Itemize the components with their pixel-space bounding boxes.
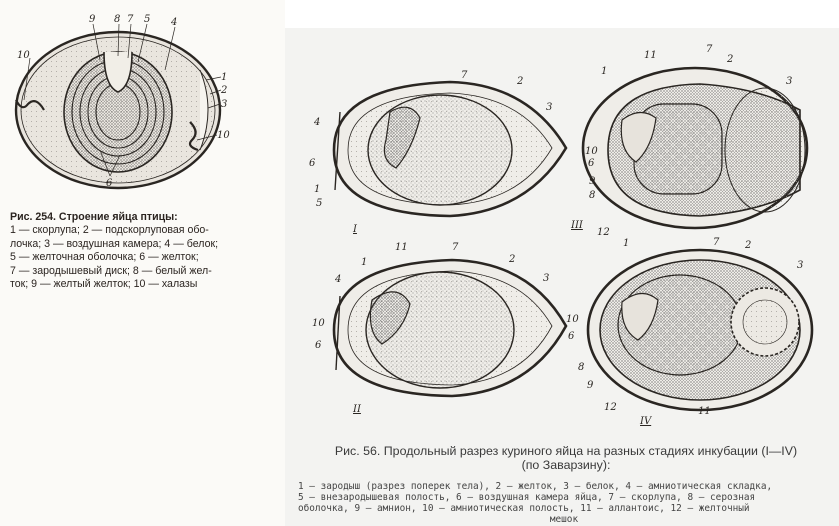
egg-II-label: 1 (361, 257, 368, 268)
egg-III-label: 10 (585, 146, 598, 157)
figure-254-caption-line: лочка; 3 — воздушная камера; 4 — белок; (10, 237, 219, 250)
egg-III-label: 2 (727, 54, 734, 65)
figure-254-caption-line: 1 — скорлупа; 2 — подскорлуповая обо- (10, 224, 209, 237)
fig254-label: 8 (114, 14, 121, 25)
figure-56-legend-line: мешок (549, 514, 579, 525)
egg-I-label: 3 (546, 102, 553, 113)
egg-I-label: 5 (316, 198, 323, 209)
egg-II-label: 3 (543, 273, 550, 284)
egg-III-label: 7 (706, 44, 713, 55)
figure-56-caption-line2: (по Заварзину): (521, 458, 611, 472)
egg-IV-label: 7 (713, 237, 720, 248)
egg-III-label: 12 (597, 227, 610, 238)
egg-II-label: 11 (395, 242, 408, 253)
egg-IV-label: 2 (745, 240, 752, 251)
figure-254-caption-line: 5 — желточная оболочка; 6 — желток; (10, 251, 199, 264)
egg-II-label: 2 (509, 254, 516, 265)
egg-I-label: 2 (517, 76, 524, 87)
egg-II-label: 10 (312, 318, 325, 329)
fig254-label: 3 (221, 99, 228, 110)
egg-III-label: 9 (589, 176, 596, 187)
egg-I-label: 6 (309, 158, 316, 169)
figure-56-legend-line: 5 — внезародышевая полость, 6 — воздушная камера яйца, 7 — скорлупа, 8 — серозная (298, 492, 756, 503)
egg-II-label: 7 (452, 242, 459, 253)
egg-I-label: 7 (461, 70, 468, 81)
egg-IV-label: 8 (578, 362, 585, 373)
fig254-label: 2 (221, 85, 228, 96)
fig254-label: 9 (89, 14, 96, 25)
figure-56-caption (296, 444, 836, 472)
fig254-label: 1 (221, 72, 228, 83)
figure-56-legend-line: оболочка, 9 — амнион, 10 — амниотическая полость, 11 — аллантоис, 12 — желточный (298, 503, 750, 514)
figure-254-caption (10, 211, 278, 291)
egg-III-label: 8 (589, 190, 596, 201)
egg-III-label: 3 (786, 76, 793, 87)
egg-IV-label: 10 (566, 314, 579, 325)
fig254-label: 6 (106, 178, 113, 189)
egg-III-label: 6 (588, 158, 595, 169)
figure-56-caption-line1: Рис. 56. Продольный разрез куриного яйца на разных стадиях инкубации (I—IV) (334, 444, 798, 458)
stage-III-label: III (571, 220, 583, 231)
egg-III-label: 1 (601, 66, 608, 77)
egg-IV-label: 12 (604, 402, 617, 413)
egg-IV-label: 1 (623, 238, 630, 249)
fig254-label: 7 (127, 14, 134, 25)
figure-254-caption-line: 7 — зародышевый диск; 8 — белый жел- (10, 264, 212, 277)
egg-III-label: 11 (644, 50, 657, 61)
stage-IV-label: IV (640, 416, 652, 427)
stage-I-label: I (353, 224, 357, 235)
figure-56-legend-line: 1 — зародыш (разрез поперек тела), 2 — желток, 3 — белок, 4 — амниотическая складка, (298, 481, 773, 492)
egg-IV-label: 6 (568, 331, 575, 342)
figure-254-caption-title: Рис. 254. Строение яйца птицы: (10, 211, 178, 223)
egg-IV-label: 11 (698, 406, 711, 417)
egg-I-label: 1 (314, 184, 321, 195)
egg-II-label: 6 (315, 340, 322, 351)
fig254-label: 10 (217, 130, 230, 141)
fig254-label: 4 (171, 17, 178, 28)
egg-stage-II (334, 260, 566, 396)
egg-IV-label: 9 (587, 380, 594, 391)
stage-II-label: II (353, 404, 361, 415)
fig254-label: 10 (17, 50, 30, 61)
figure-56-legend (298, 481, 830, 525)
egg-IV-label: 3 (797, 260, 804, 271)
figure-254-caption-line: ток; 9 — желтый желток; 10 — халазы (10, 278, 198, 291)
fig254-label: 5 (144, 14, 151, 25)
egg-stage-IV (588, 250, 812, 410)
egg-II-label: 4 (335, 274, 342, 285)
egg-stage-III (583, 68, 807, 228)
egg-I-label: 4 (314, 117, 321, 128)
egg-stage-I (334, 82, 566, 216)
